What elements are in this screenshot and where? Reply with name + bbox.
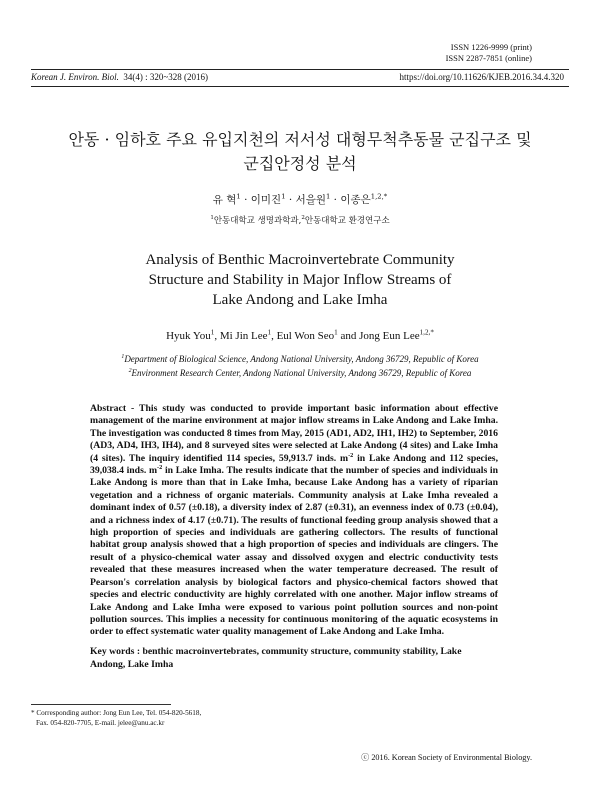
abstract-sup: -2 <box>157 463 163 471</box>
korean-affil-sup: 1 <box>210 215 214 222</box>
english-author-sep: , <box>214 330 220 342</box>
footnote-line1: * Corresponding author: Jong Eun Lee, Tel. 054-820-5618, <box>31 709 202 717</box>
english-author-sup: 1 <box>267 328 272 337</box>
korean-author: 유 혁 <box>212 194 237 206</box>
journal-name: Korean J. Environ. Biol. <box>31 72 119 82</box>
header-rule-bottom <box>31 86 569 87</box>
english-author-sup: 1,2,* <box>419 328 434 337</box>
issn-print: ISSN 1226-9999 (print) <box>450 42 532 52</box>
keywords <box>90 645 498 671</box>
footnote-line2: Fax. 054-820-7705, E-mail. jelee@anu.ac.kr <box>36 719 165 727</box>
abstract-text-a: This study was conducted to provide important basic information about effective management of the marine environment at major inflow streams in Lake Andong and Lake Imha. The investigation was conducted 8 times from May, 2015 (AD1, AD2, IH1, IH2) to September, 2016 (AD3, AD4, IH3, IH4), and 8 surveyed sites were selected at Lake Andong (4 sites) and Lake Imha (4 sites). The inquiry identified 114 species, 59,913.7 inds. m <box>90 403 498 464</box>
english-author-sup: 1 <box>210 328 215 337</box>
keywords-text: benthic macroinvertebrates, community structure, community stability, Lake Andong, Lake Imha <box>90 646 462 670</box>
english-title <box>60 250 540 310</box>
korean-affil-2: 안동대학교 환경연구소 <box>304 216 390 226</box>
korean-author-sup: 1,2,* <box>370 192 388 201</box>
keywords-label: Key words : <box>90 646 143 657</box>
abstract-label: Abstract - <box>90 403 140 414</box>
english-affiliations <box>0 352 600 380</box>
korean-title <box>40 128 560 176</box>
korean-author-sup: 1 <box>281 192 286 201</box>
english-affil-2-row <box>0 366 600 380</box>
abstract-text-c: in Lake Imha. The results indicate that the number of species and individuals in Lake Andong is more than that in Lake Imha, because Lake Andong has a variety of riparian vegetation and a richness of organic materials. Community analysis at Lake Imha revealed a dominant index of 0.57 (±0.18), a diversity index of 2.87 (±0.31), an evenness index of 0.73 (±0.04), and a richness index of 4.17 (±0.71). The results of functional feeding group analysis showed that a high proportion of species and individuals are gathering collectors. The results of functional habitat group analysis showed that a high proportion of species and individuals are clingers. The result of a physico-chemical water assay and dissolved oxygen and electric conductivity tests revealed that these measures increased when the water temperature decreased. The result of Pearson's correlation analysis by biological factors and physico-chemical factors showed that species and electric conductivity are highly correlated with one another. Major inflow streams of Lake Andong and Lake Imha were exposed to various point pollution sources and non-point pollution sources. This implies a necessity for continuous monitoring of the aquatic ecosystems in order to effect systematic water quality management of Lake Andong and Lake Imha. <box>90 465 498 638</box>
issn-block <box>446 42 532 64</box>
korean-affil-sup: 2 <box>301 215 305 222</box>
journal-citation <box>31 72 208 82</box>
korean-author-sup: 1 <box>236 192 241 201</box>
english-author-sep: , <box>271 330 277 342</box>
english-affil-sup: 1 <box>121 354 125 360</box>
issn-online: ISSN 2287-7851 (online) <box>445 53 532 63</box>
korean-author-sep: · <box>330 194 341 206</box>
abstract-sup: -2 <box>348 451 354 459</box>
english-authors <box>0 330 600 342</box>
footnote <box>31 708 201 728</box>
korean-author: 이종은 <box>340 194 371 206</box>
english-author: Eul Won Seo <box>276 330 335 342</box>
english-title-line2: Structure and Stability in Major Inflow Streams of <box>148 272 452 288</box>
english-author-and: and <box>337 330 360 342</box>
abstract-text-b: in Lake Andong and 112 species, 39,038.4 inds. m <box>90 452 498 477</box>
english-title-line1: Analysis of Benthic Macroinvertebrate Community <box>145 252 455 268</box>
doi-link[interactable]: https://doi.org/10.11626/KJEB.2016.34.4.320 <box>399 72 564 82</box>
copyright: ⓒ 2016. Korean Society of Environmental Biology. <box>361 753 532 762</box>
korean-title-line1: 안동 · 임하호 주요 유입지천의 저서성 대형무척추동물 군집구조 및 <box>68 130 532 149</box>
korean-author-sep: · <box>285 194 296 206</box>
english-affil-2: Environment Research Center, Andong National University, Andong 36729, Republic of Korea <box>131 368 472 378</box>
english-author: Hyuk You <box>166 330 211 342</box>
english-author: Mi Jin Lee <box>219 330 268 342</box>
korean-author: 이미진 <box>250 194 282 206</box>
korean-author-sep: · <box>240 194 251 206</box>
korean-author: 서을원 <box>295 194 326 206</box>
english-author: Jong Eun Lee <box>359 330 420 342</box>
abstract <box>90 403 498 639</box>
english-affil-1: Department of Biological Science, Andong National University, Andong 36729, Republic of Korea <box>124 354 479 364</box>
header-rule-top <box>31 69 569 70</box>
korean-affil-1: 안동대학교 생명과학과, <box>213 216 302 226</box>
korean-title-line2: 군집안정성 분석 <box>243 154 357 173</box>
english-affil-sup: 2 <box>128 368 132 374</box>
english-author-sup: 1 <box>334 328 338 337</box>
footnote-rule <box>31 704 171 705</box>
korean-author-sup: 1 <box>326 192 331 201</box>
english-affil-1-row <box>0 352 600 366</box>
english-title-line3: Lake Andong and Lake Imha <box>212 292 388 308</box>
journal-volume: 34(4) : 320~328 (2016) <box>123 72 208 82</box>
korean-affiliation <box>0 214 600 226</box>
korean-authors <box>0 192 600 207</box>
